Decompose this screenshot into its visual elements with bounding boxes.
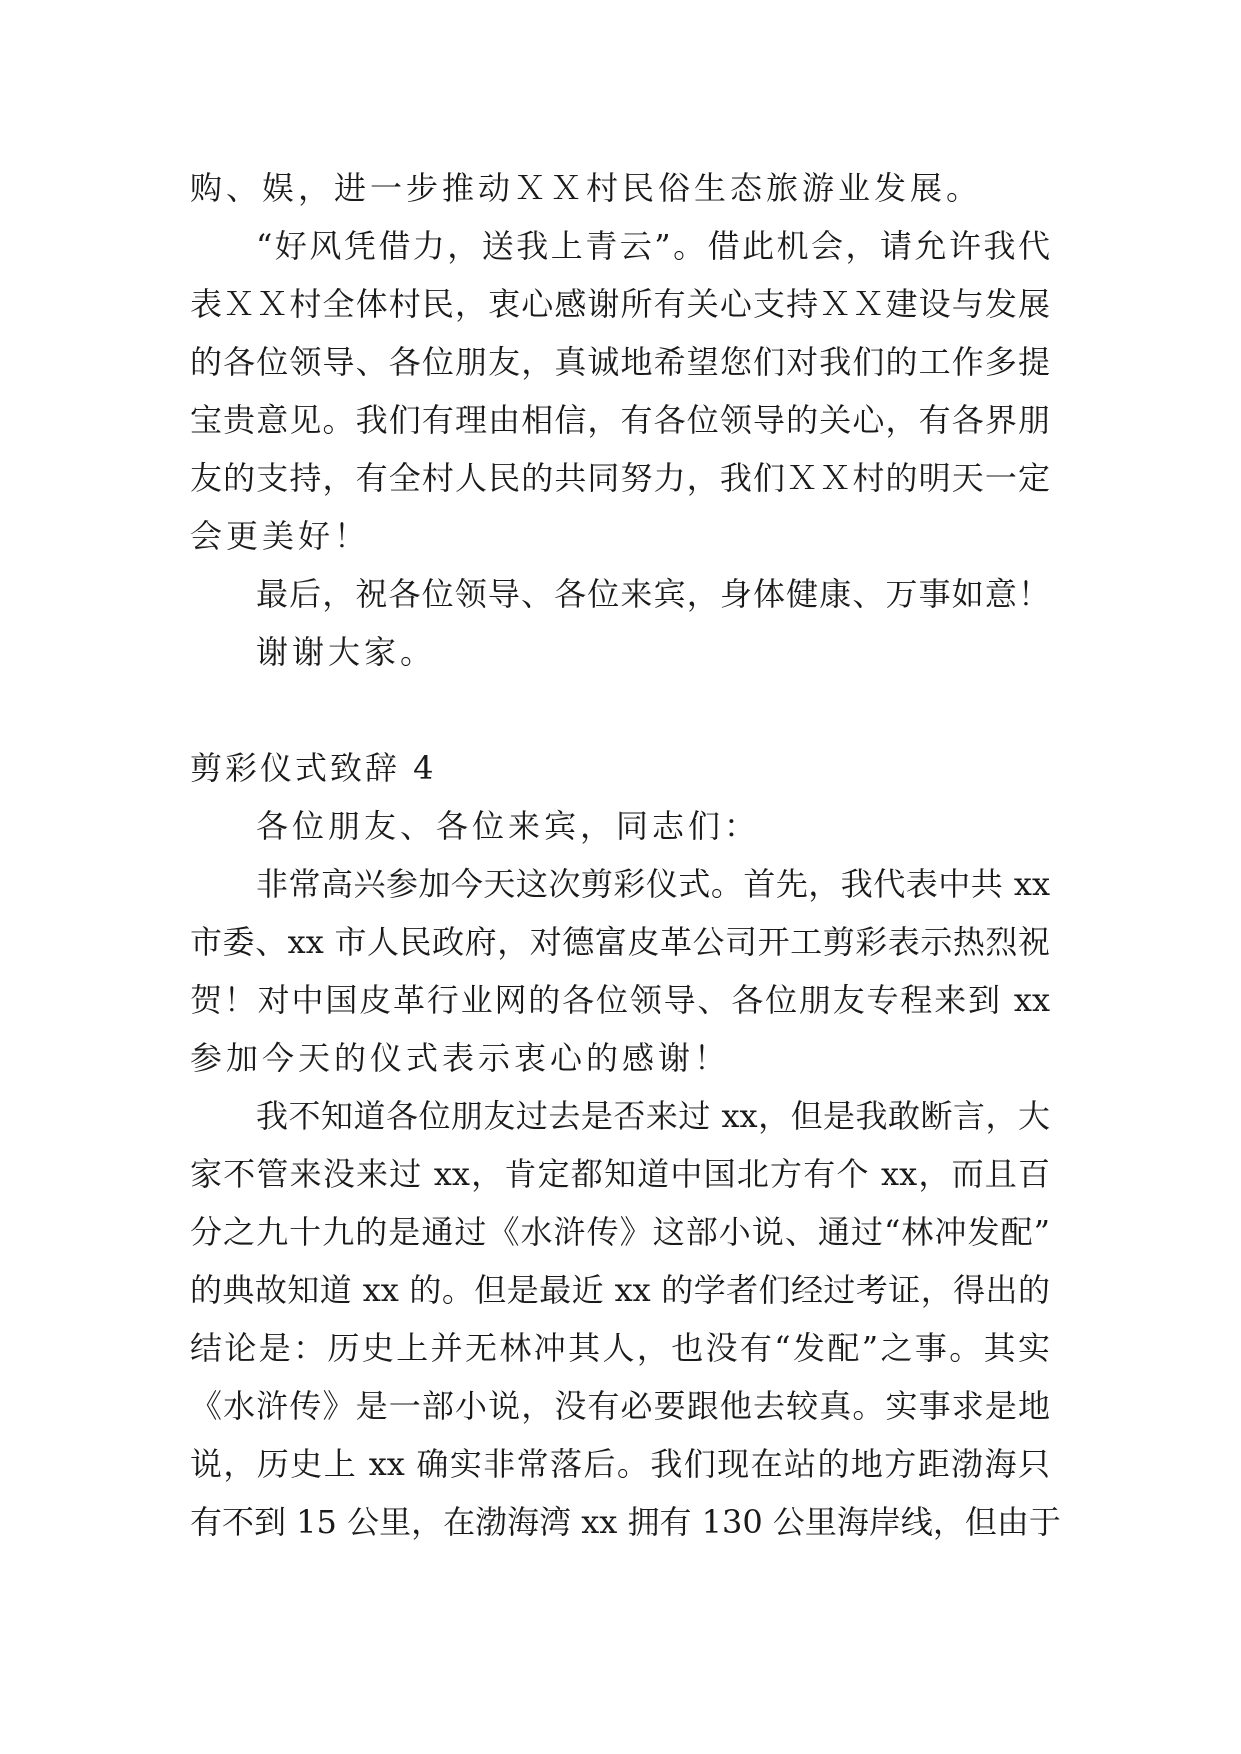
- paragraph-line: 有不到 15 公里，在渤海湾 xx 拥有 130 公里海岸线，但由于: [190, 1503, 1061, 1541]
- paragraph-line: 结论是：历史上并无林冲其人，也没有“发配”之事。其实: [190, 1329, 1050, 1367]
- paragraph-line: 的典故知道 xx 的。但是最近 xx 的学者们经过考证，得出的: [190, 1271, 1050, 1309]
- paragraph-line: 《水浒传》是一部小说，没有必要跟他去较真。实事求是地: [190, 1387, 1050, 1425]
- paragraph-line: 说，历史上 xx 确实非常落后。我们现在站的地方距渤海只: [190, 1445, 1050, 1483]
- paragraph-line: 的各位领导、各位朋友，真诚地希望您们对我们的工作多提: [190, 343, 1050, 381]
- paragraph-line: 参加今天的仪式表示衷心的感谢！: [190, 1039, 731, 1077]
- paragraph-line: 会更美好！: [190, 517, 371, 555]
- paragraph-line: 购、娱，进一步推动ＸＸ村民俗生态旅游业发展。: [190, 169, 983, 207]
- section-heading: 剪彩仪式致辞 4: [190, 749, 437, 787]
- paragraph-line: 我不知道各位朋友过去是否来过 xx，但是我敢断言，大: [256, 1097, 1050, 1135]
- paragraph-line: 贺！对中国皮革行业网的各位领导、各位朋友专程来到 xx: [190, 981, 1050, 1019]
- paragraph-line: 谢谢大家。: [256, 633, 437, 671]
- paragraph-line: 市委、xx 市人民政府，对德富皮革公司开工剪彩表示热烈祝: [190, 923, 1050, 961]
- paragraph-line: 分之九十九的是通过《水浒传》这部小说、通过“林冲发配”: [190, 1213, 1050, 1251]
- paragraph-line: 最后，祝各位领导、各位来宾，身体健康、万事如意！: [256, 575, 1050, 613]
- paragraph-line: “好风凭借力，送我上青云”。借此机会，请允许我代: [256, 227, 1050, 265]
- paragraph-line: 非常高兴参加今天这次剪彩仪式。首先，我代表中共 xx: [256, 865, 1050, 903]
- paragraph-line: 家不管来没来过 xx，肯定都知道中国北方有个 xx，而且百: [190, 1155, 1050, 1193]
- paragraph-line: 表ＸＸ村全体村民，衷心感谢所有关心支持ＸＸ建设与发展: [190, 285, 1050, 323]
- paragraph-line: 友的支持，有全村人民的共同努力，我们ＸＸ村的明天一定: [190, 459, 1050, 497]
- salutation-line: 各位朋友、各位来宾，同志们：: [256, 807, 761, 845]
- paragraph-line: 宝贵意见。我们有理由相信，有各位领导的关心，有各界朋: [190, 401, 1050, 439]
